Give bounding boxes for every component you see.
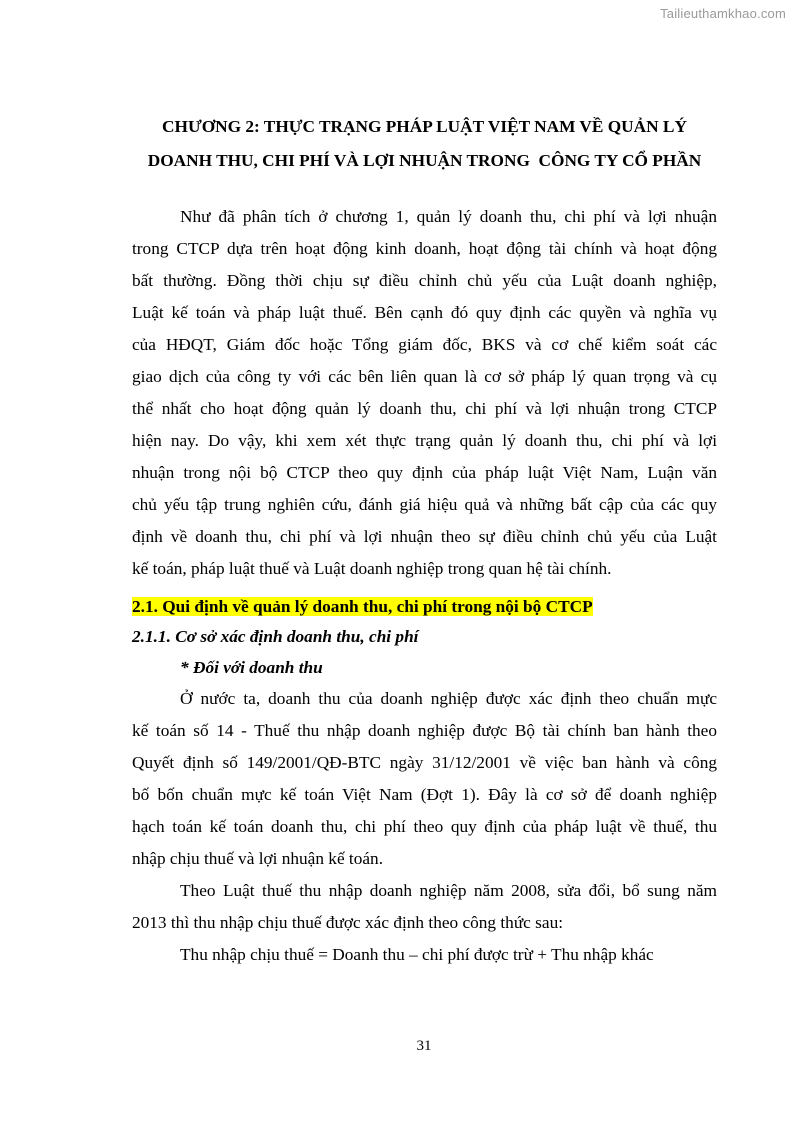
intro-line-10: chủ yếu tập trung nghiên cứu, đánh giá hiệu quả và những bất cập của các quy	[132, 495, 717, 514]
tax-formula: Thu nhập chịu thuế = Doanh thu – chi phí được trừ + Thu nhập khác	[180, 945, 654, 964]
chapter-title	[132, 110, 717, 178]
revenue-line-5: hạch toán kế toán doanh thu, chi phí theo quy định của pháp luật về thuế, thu	[132, 817, 717, 836]
intro-line-9: nhuận trong nội bộ CTCP theo quy định của pháp luật Việt Nam, Luận văn	[132, 463, 717, 482]
intro-line-8: hiện nay. Do vậy, khi xem xét thực trạng quản lý doanh thu, chi phí và lợi	[132, 431, 717, 450]
intro-line-3: bất thường. Đồng thời chịu sự điều chỉnh chủ yếu của Luật doanh nghiệp,	[132, 271, 717, 290]
intro-line-1: Như đã phân tích ở chương 1, quản lý doanh thu, chi phí và lợi nhuận	[180, 207, 717, 226]
section-heading-text: 2.1. Qui định về quản lý doanh thu, chi phí trong nội bộ CTCP	[132, 597, 593, 616]
law-line-2: 2013 thì thu nhập chịu thuế được xác định theo công thức sau:	[132, 913, 564, 932]
revenue-line-4: bố bốn chuẩn mực kế toán Việt Nam (Đợt 1). Đây là cơ sở để doanh nghiệp	[132, 785, 717, 804]
intro-line-4: Luật kế toán và pháp luật thuế. Bên cạnh đó quy định các quyền và nghĩa vụ	[132, 303, 717, 322]
chapter-title-line-1: CHƯƠNG 2: THỰC TRẠNG PHÁP LUẬT VIỆT NAM VỀ QUẢN LÝ	[162, 117, 687, 136]
intro-line-6: giao dịch của công ty với các bên liên quan là cơ sở pháp lý quan trọng và cụ	[132, 367, 717, 386]
revenue-line-3: Quyết định số 149/2001/QĐ-BTC ngày 31/12/2001 về việc ban hành và công	[132, 753, 717, 772]
sub-point-heading: * Đối với doanh thu	[180, 658, 323, 677]
intro-line-2: trong CTCP dựa trên hoạt động kinh doanh, hoạt động tài chính và hoạt động	[132, 239, 717, 258]
revenue-line-6: nhập chịu thuế và lợi nhuận kế toán.	[132, 849, 384, 868]
section-heading	[132, 596, 717, 618]
page-number: 31	[416, 1038, 432, 1054]
revenue-line-1: Ở nước ta, doanh thu của doanh nghiệp được xác định theo chuẩn mực	[180, 689, 717, 708]
chapter-title-line-2: DOANH THU, CHI PHÍ VÀ LỢI NHUẬN TRONG CÔNG TY CỔ PHẦN	[147, 151, 702, 170]
revenue-line-2: kế toán số 14 - Thuế thu nhập doanh nghiệp được Bộ tài chính ban hành theo	[132, 721, 717, 740]
intro-line-5: của HĐQT, Giám đốc hoặc Tổng giám đốc, BKS và cơ chế kiểm soát các	[132, 335, 717, 354]
law-line-1: Theo Luật thuế thu nhập doanh nghiệp năm 2008, sửa đổi, bổ sung năm	[180, 881, 717, 900]
intro-line-7: thể nhất cho hoạt động quản lý doanh thu, chi phí và lợi nhuận trong CTCP	[132, 399, 717, 418]
intro-line-11: định về doanh thu, chi phí và lợi nhuận theo sự điều chỉnh chủ yếu của Luật	[132, 527, 717, 546]
watermark-text: Tailieuthamkhao.com	[660, 6, 786, 21]
subsection-heading: 2.1.1. Cơ sở xác định doanh thu, chi phí	[132, 627, 419, 646]
intro-line-12: kế toán, pháp luật thuế và Luật doanh nghiệp trong quan hệ tài chính.	[132, 559, 612, 578]
